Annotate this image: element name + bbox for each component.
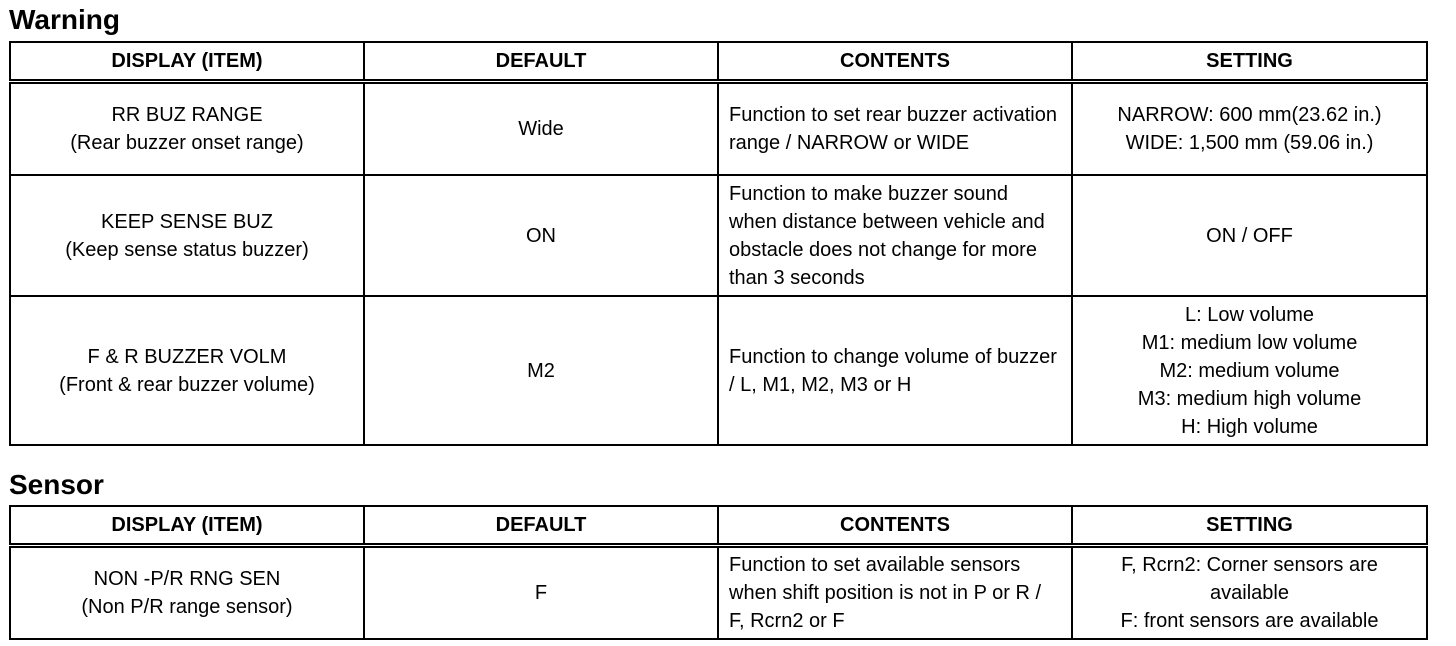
item-name: KEEP SENSE BUZ bbox=[101, 210, 273, 233]
setting-line: available bbox=[1210, 582, 1289, 604]
table-row bbox=[10, 82, 1427, 176]
table-header-row bbox=[10, 42, 1427, 82]
item-description: (Keep sense status buzzer) bbox=[65, 238, 309, 261]
setting-line: M2: medium volume bbox=[1159, 359, 1340, 382]
setting-line: M3: medium high volume bbox=[1137, 387, 1362, 410]
contents-cell bbox=[718, 546, 1072, 640]
sensor-table bbox=[9, 505, 1428, 640]
warning-section-title: Warning bbox=[9, 4, 120, 35]
contents-text: Function to make buzzer sound when distance between vehicle and obstacle does not change for more than 3 seconds bbox=[729, 182, 1045, 289]
contents-text: Function to set available sensors when shift position is not in P or R / F, Rcrn2 or F bbox=[729, 554, 1042, 632]
display-item-cell bbox=[10, 175, 364, 296]
setting-line: L: Low volume bbox=[1185, 303, 1314, 326]
table-row bbox=[10, 296, 1427, 445]
setting-line: NARROW: 600 mm(23.62 in.) bbox=[1117, 104, 1382, 126]
contents-cell bbox=[718, 296, 1072, 445]
warning-table bbox=[9, 41, 1428, 446]
default-cell: M2 bbox=[364, 296, 718, 445]
item-description: (Rear buzzer onset range) bbox=[70, 132, 304, 154]
contents-cell bbox=[718, 175, 1072, 296]
display-item-cell bbox=[10, 296, 364, 445]
table-header-row bbox=[10, 506, 1427, 546]
item-name: F & R BUZZER VOLM bbox=[87, 345, 287, 368]
setting-line: M1: medium low volume bbox=[1141, 331, 1358, 354]
setting-cell bbox=[1072, 546, 1427, 640]
column-header-default: DEFAULT bbox=[364, 506, 718, 546]
column-header-contents: CONTENTS bbox=[718, 506, 1072, 546]
sensor-section-title: Sensor bbox=[9, 469, 104, 500]
item-name: NON -P/R RNG SEN bbox=[93, 568, 281, 590]
display-item-cell bbox=[10, 546, 364, 640]
item-name: RR BUZ RANGE bbox=[111, 104, 263, 126]
table-row bbox=[10, 175, 1427, 296]
default-cell: F bbox=[364, 546, 718, 640]
setting-line: F: front sensors are available bbox=[1120, 610, 1379, 632]
column-header-setting: SETTING bbox=[1072, 42, 1427, 82]
item-description: (Non P/R range sensor) bbox=[81, 596, 293, 618]
contents-text: Function to change volume of buzzer / L, M1, M2, M3 or H bbox=[729, 345, 1057, 396]
contents-text: Function to set rear buzzer activation range / NARROW or WIDE bbox=[729, 104, 1057, 154]
column-header-default: DEFAULT bbox=[364, 42, 718, 82]
setting-cell bbox=[1072, 175, 1427, 296]
column-header-display-item: DISPLAY (ITEM) bbox=[10, 506, 364, 546]
item-description: (Front & rear buzzer volume) bbox=[59, 373, 315, 396]
display-item-cell bbox=[10, 82, 364, 176]
table-row bbox=[10, 546, 1427, 640]
contents-cell bbox=[718, 82, 1072, 176]
default-cell: Wide bbox=[364, 82, 718, 176]
setting-line: H: High volume bbox=[1181, 415, 1318, 438]
setting-line: F, Rcrn2: Corner sensors are bbox=[1121, 554, 1378, 576]
setting-cell bbox=[1072, 82, 1427, 176]
column-header-setting: SETTING bbox=[1072, 506, 1427, 546]
column-header-contents: CONTENTS bbox=[718, 42, 1072, 82]
default-cell: ON bbox=[364, 175, 718, 296]
setting-line: WIDE: 1,500 mm (59.06 in.) bbox=[1125, 132, 1374, 154]
setting-line: ON / OFF bbox=[1206, 224, 1293, 247]
column-header-display-item: DISPLAY (ITEM) bbox=[10, 42, 364, 82]
setting-cell bbox=[1072, 296, 1427, 445]
